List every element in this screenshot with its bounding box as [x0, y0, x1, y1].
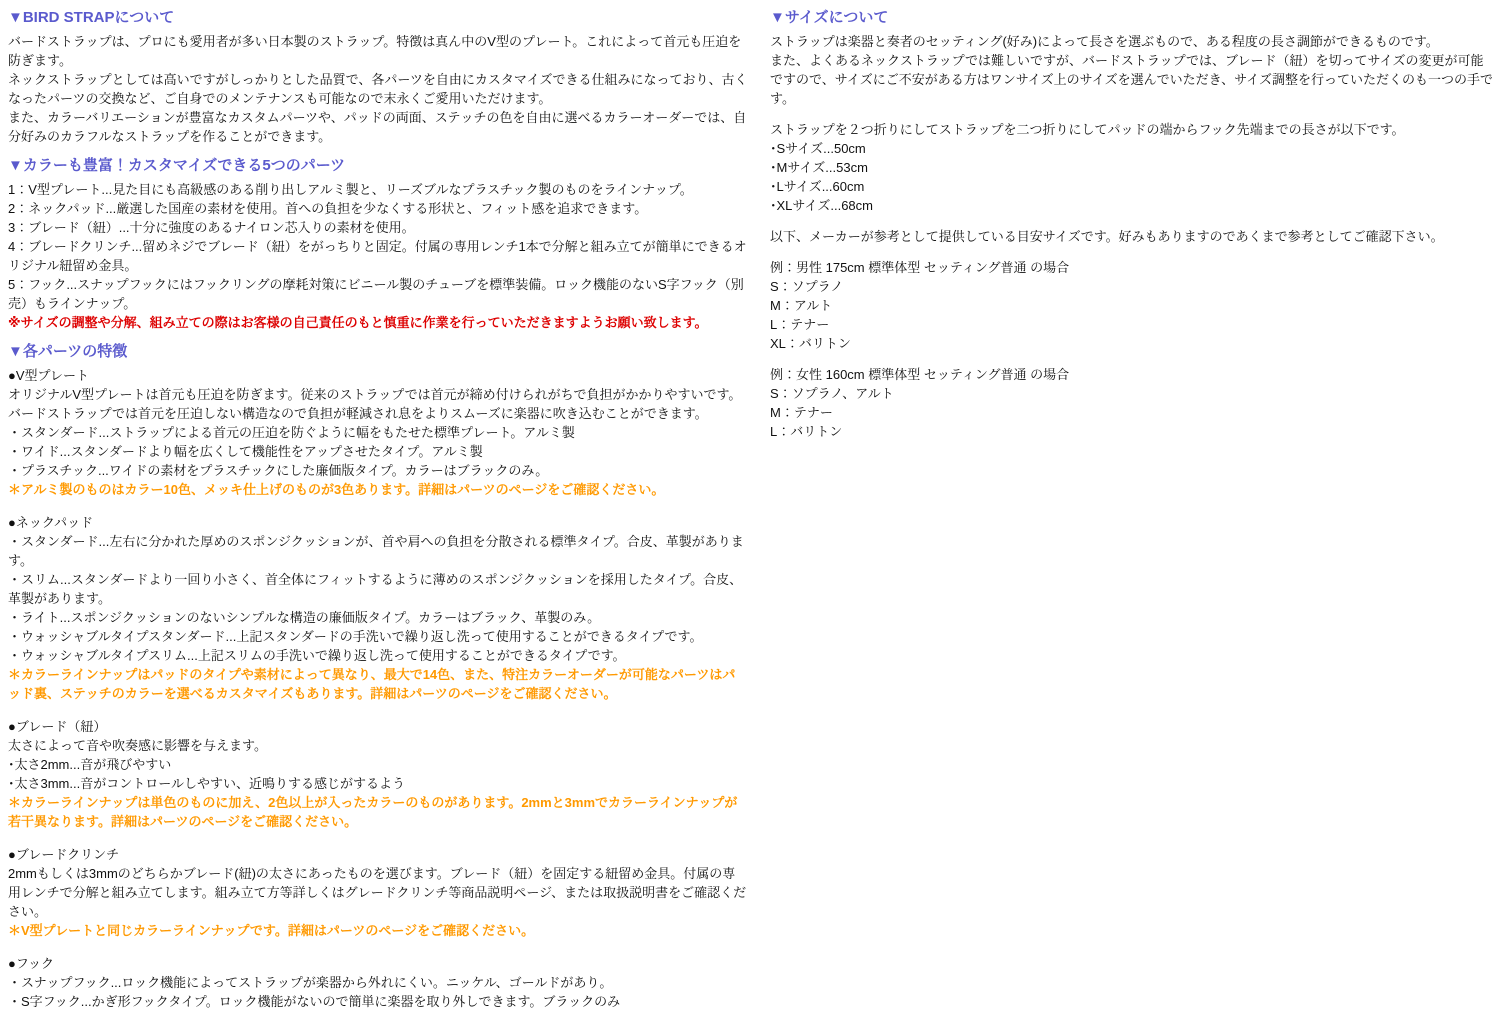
right-section-1: [770, 8, 1496, 441]
content-left-column: [8, 8, 748, 1011]
spacer: [8, 703, 748, 715]
paragraph: 以下、メーカーが参考として提供している目安サイズです。好みもありますのであくまで参考としてご確認下さい。: [770, 229, 1444, 244]
section-heading: ▼BIRD STRAPについて: [8, 9, 175, 26]
paragraph: バードストラップは、プロにも愛用者が多い日本製のストラップ。特徴は真ん中のV型のプレート。これによって首元も圧迫を防ぎます。: [8, 34, 742, 68]
part-subheading: ●ブレード（紐）: [8, 719, 107, 734]
spacer: [770, 353, 1496, 365]
color-note: ＊アルミ製のものはカラー10色、メッキ仕上げのものが3色あります。詳細はパーツのページをご確認ください。: [8, 482, 665, 497]
paragraph: 4：ブレードクリンチ...留めネジでブレード（紐）をがっちりと固定。付属の専用レンチ1本で分解と組み立てが簡単にできるオリジナル紐留め金具。: [8, 239, 747, 273]
warning-note: ※サイズの調整や分解、組み立ての際はお客様の自己責任のもと慎重に作業を行っていただきますようお願い致します。: [8, 315, 708, 330]
paragraph: ・スリム...スタンダードより一回り小さく、首全体にフィットするように薄めのスポンジクッションを採用したタイプ。合皮、革製があります。: [8, 572, 743, 606]
paragraph: L：テナー: [770, 317, 830, 332]
paragraph: M：テナー: [770, 405, 833, 420]
left-section-1: [8, 8, 748, 146]
left-section-3: [8, 342, 748, 1011]
paragraph: ･Mサイズ...53cm: [770, 160, 868, 175]
spacer: [8, 831, 748, 843]
left-section-2: [8, 156, 748, 332]
paragraph: 3：ブレード（紐）...十分に強度のあるナイロン芯入りの素材を使用。: [8, 220, 415, 235]
color-note: ＊カラーラインナップはパッドのタイプや素材によって異なり、最大で14色、また、特注カラーオーダーが可能なパーツはパッド裏、ステッチのカラーを選べるカスタマイズもあります。詳細はパーツのページをご確認ください。: [8, 667, 736, 701]
two-column-layout: [8, 8, 1494, 1011]
spacer: [8, 940, 748, 952]
paragraph: S：ソプラノ、アルト: [770, 386, 894, 401]
color-note: ＊V型プレートと同じカラーラインナップです。詳細はパーツのページをご確認ください。: [8, 923, 535, 938]
paragraph: ・ライト...スポンジクッションのないシンプルな構造の廉価版タイプ。カラーはブラック、革製のみ。: [8, 610, 601, 625]
spacer: [8, 499, 748, 511]
paragraph: ・ワイド...スタンダードより幅を広くして機能性をアップさせたタイプ。アルミ製: [8, 444, 483, 459]
part-subheading: ●V型プレート: [8, 368, 90, 383]
spacer: [770, 108, 1496, 120]
spacer: [770, 246, 1496, 258]
paragraph: ネックストラップとしては高いですがしっかりとした品質で、各パーツを自由にカスタマイズできる仕組みになっており、古くなったパーツの交換など、ご自身でのメンテナンスも可能なので末永くご愛用いただけます。: [8, 72, 748, 106]
paragraph: オリジナルV型プレートは首元も圧迫を防ぎます。従来のストラップでは首元が締め付けられがちで負担がかかりやすいです。バードストラップでは首元を圧迫しない構造なので負担が軽減され息をよりスムーズに楽器に吹き込むことができます。: [8, 387, 742, 421]
section-heading: ▼各パーツの特徴: [8, 343, 128, 360]
color-note: ＊カラーラインナップは単色のものに加え、2色以上が入ったカラーのものがあります。2mmと3mmでカラーラインナップが若干異なります。詳細はパーツのページをご確認ください。: [8, 795, 738, 829]
part-subheading: ●ブレードクリンチ: [8, 847, 120, 862]
paragraph: ・S字フック...かぎ形フックタイプ。ロック機能がないので簡単に楽器を取り外しできます。ブラックのみ: [8, 994, 621, 1009]
paragraph: また、よくあるネックストラップでは難しいですが、バードストラップでは、ブレード（紐）を切ってサイズの変更が可能ですので、サイズにご不安がある方はワンサイズ上のサイズを選んでいただき、サイズ調整を行っていただくのも一つの手です。: [770, 53, 1494, 106]
paragraph: ・スタンダード...ストラップによる首元の圧迫を防ぐように幅をもたせた標準プレート。アルミ製: [8, 425, 575, 440]
paragraph: ･太さ3mm...音がコントロールしやすい、近鳴りする感じがするよう: [8, 776, 405, 791]
part-subheading: ●ネックパッド: [8, 515, 94, 530]
paragraph: 例：女性 160cm 標準体型 セッティング普通 の場合: [770, 367, 1070, 382]
paragraph: ・ウォッシャブルタイプスリム...上記スリムの手洗いで繰り返し洗って使用することができるタイプです。: [8, 648, 626, 663]
paragraph: ･太さ2mm...音が飛びやすい: [8, 757, 172, 772]
paragraph: ・ウォッシャブルタイプスタンダード...上記スタンダードの手洗いで繰り返し洗って使用することができるタイプです。: [8, 629, 703, 644]
paragraph: XL：バリトン: [770, 336, 851, 351]
paragraph: ･Sサイズ...50cm: [770, 141, 866, 156]
paragraph: S：ソプラノ: [770, 279, 844, 294]
paragraph: M：アルト: [770, 298, 833, 313]
paragraph: また、カラーバリエーションが豊富なカスタムパーツや、パッドの両面、ステッチの色を自由に選べるカラーオーダーでは、自分好みのカラフルなストラップを作ることができます。: [8, 110, 747, 144]
paragraph: 5：フック...スナップフックにはフックリングの摩耗対策にビニール製のチューブを標準装備。ロック機能のないS字フック（別売）もラインナップ。: [8, 277, 744, 311]
paragraph: ･XLサイズ...68cm: [770, 198, 873, 213]
paragraph: 例：男性 175cm 標準体型 セッティング普通 の場合: [770, 260, 1070, 275]
paragraph: 太さによって音や吹奏感に影響を与えます。: [8, 738, 267, 753]
paragraph: ストラップを２つ折りにしてストラップを二つ折りにしてパッドの端からフック先端までの長さが以下です。: [770, 122, 1405, 137]
paragraph: 2mmもしくは3mmのどちらかブレード(紐)の太さにあったものを選びます。ブレード（紐）を固定する紐留め金具。付属の専用レンチで分解と組み立てします。組み立て方等詳しくはグレードクリンチ等商品説明ページ、または取扱説明書をご確認ください。: [8, 866, 747, 919]
paragraph: 1：V型プレート...見た目にも高級感のある削り出しアルミ製と、リーズブルなプラスチック製のものをラインナップ。: [8, 182, 693, 197]
section-heading: ▼カラーも豊富！カスタマイズできる5つのパーツ: [8, 157, 346, 174]
paragraph: ストラップは楽器と奏者のセッティング(好み)によって長さを選ぶもので、ある程度の長さ調節ができるものです。: [770, 34, 1439, 49]
paragraph: L：バリトン: [770, 424, 843, 439]
paragraph: ･Lサイズ...60cm: [770, 179, 865, 194]
spacer: [770, 215, 1496, 227]
section-heading: ▼サイズについて: [770, 9, 889, 26]
paragraph: ・スタンダード...左右に分かれた厚めのスポンジクッションが、首や肩への負担を分散される標準タイプ。合皮、革製があります。: [8, 534, 744, 568]
paragraph: ・スナップフック...ロック機能によってストラップが楽器から外れにくい。ニッケル、ゴールドがあり。: [8, 975, 613, 990]
content-right-column: [770, 8, 1496, 441]
part-subheading: ●フック: [8, 956, 54, 971]
paragraph: 2：ネックパッド...厳選した国産の素材を使用。首への負担を少なくする形状と、フィット感を追求できます。: [8, 201, 648, 216]
paragraph: ・プラスチック...ワイドの素材をプラスチックにした廉価版タイプ。カラーはブラックのみ。: [8, 463, 549, 478]
